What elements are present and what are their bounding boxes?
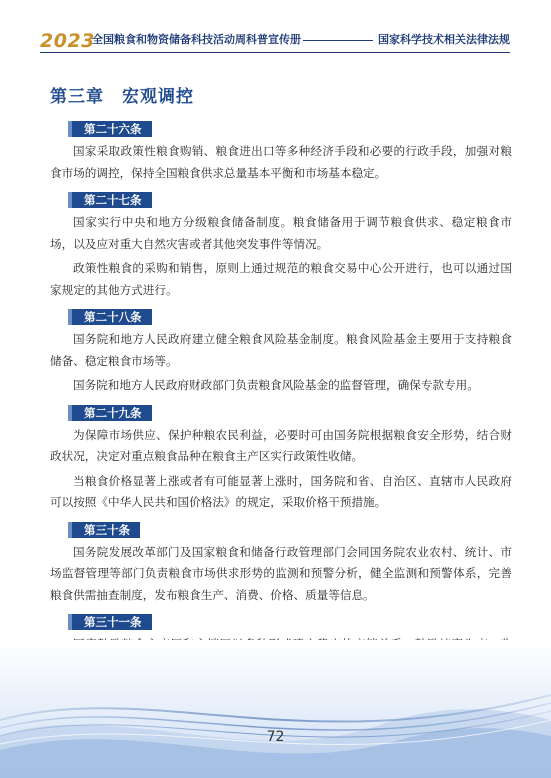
article-block xyxy=(50,306,512,397)
page-number: 72 xyxy=(266,729,285,745)
article-paragraph: 国家采取政策性粮食购销、粮食进出口等多种经济手段和必要的行政手段，加强对粮食市场的调控，保持全国粮食供求总量基本平衡和市场基本稳定。 xyxy=(50,144,512,180)
article-content xyxy=(50,118,512,704)
article-paragraph: 国务院和地方人民政府财政部门负责粮食风险基金的监督管理，确保专款专用。 xyxy=(73,378,479,392)
page-header xyxy=(0,0,551,56)
header-rule xyxy=(40,52,510,53)
article-paragraph: 国务院发展改革部门及国家粮食和储备行政管理部门会同国务院农业农村、统计、市场监督管理等部门负责粮食市场供求形势的监测和预警分析，健全监测和预警体系，完善粮食供需抽查制度，发布粮食生产、消费、价格、质量等信息。 xyxy=(50,544,512,602)
article-paragraph: 当粮食价格显著上涨或者有可能显著上涨时，国务院和省、自治区、直辖市人民政府可以按照《中华人民共和国价格法》的规定，采取价格干预措施。 xyxy=(50,473,512,509)
article-paragraph: 国务院和地方人民政府建立健全粮食风险基金制度。粮食风险基金主要用于支持粮食储备、稳定粮食市场等。 xyxy=(50,332,512,368)
article-tag: 第二十九条 xyxy=(72,405,152,421)
header-brochure-title: 全国粮食和物资储备科技活动周科普宣传册 xyxy=(92,33,301,46)
chapter-title: 第三章 宏观调控 xyxy=(50,87,194,107)
article-paragraph: 为保障市场供应、保护种粮农民利益，必要时可由国务院根据粮食安全形势，结合财政状况，决定对重点粮食品种在粮食主产区实行政策性收储。 xyxy=(50,427,512,463)
article-tag: 第二十六条 xyxy=(72,121,152,137)
header-divider-line xyxy=(303,40,373,41)
article-block xyxy=(50,189,512,301)
footer-wave-decoration xyxy=(0,640,551,778)
article-tag: 第三十一条 xyxy=(72,614,152,630)
article-block xyxy=(50,402,512,514)
article-paragraph: 国家实行中央和地方分级粮食储备制度。粮食储备用于调节粮食供求、稳定粮食市场，以及应对重大自然灾害或者其他突发事件等情况。 xyxy=(50,215,512,251)
header-year: 2023 xyxy=(40,30,95,52)
article-tag: 第三十条 xyxy=(72,522,140,538)
article-tag: 第二十八条 xyxy=(72,309,152,325)
article-paragraph: 政策性粮食的采购和销售，原则上通过规范的粮食交易中心公开进行，也可以通过国家规定的其他方式进行。 xyxy=(50,261,512,297)
article-block xyxy=(50,118,512,184)
article-tag: 第二十七条 xyxy=(72,192,152,208)
header-section-title: 国家科学技术相关法律法规 xyxy=(378,33,510,46)
article-block xyxy=(50,519,512,607)
